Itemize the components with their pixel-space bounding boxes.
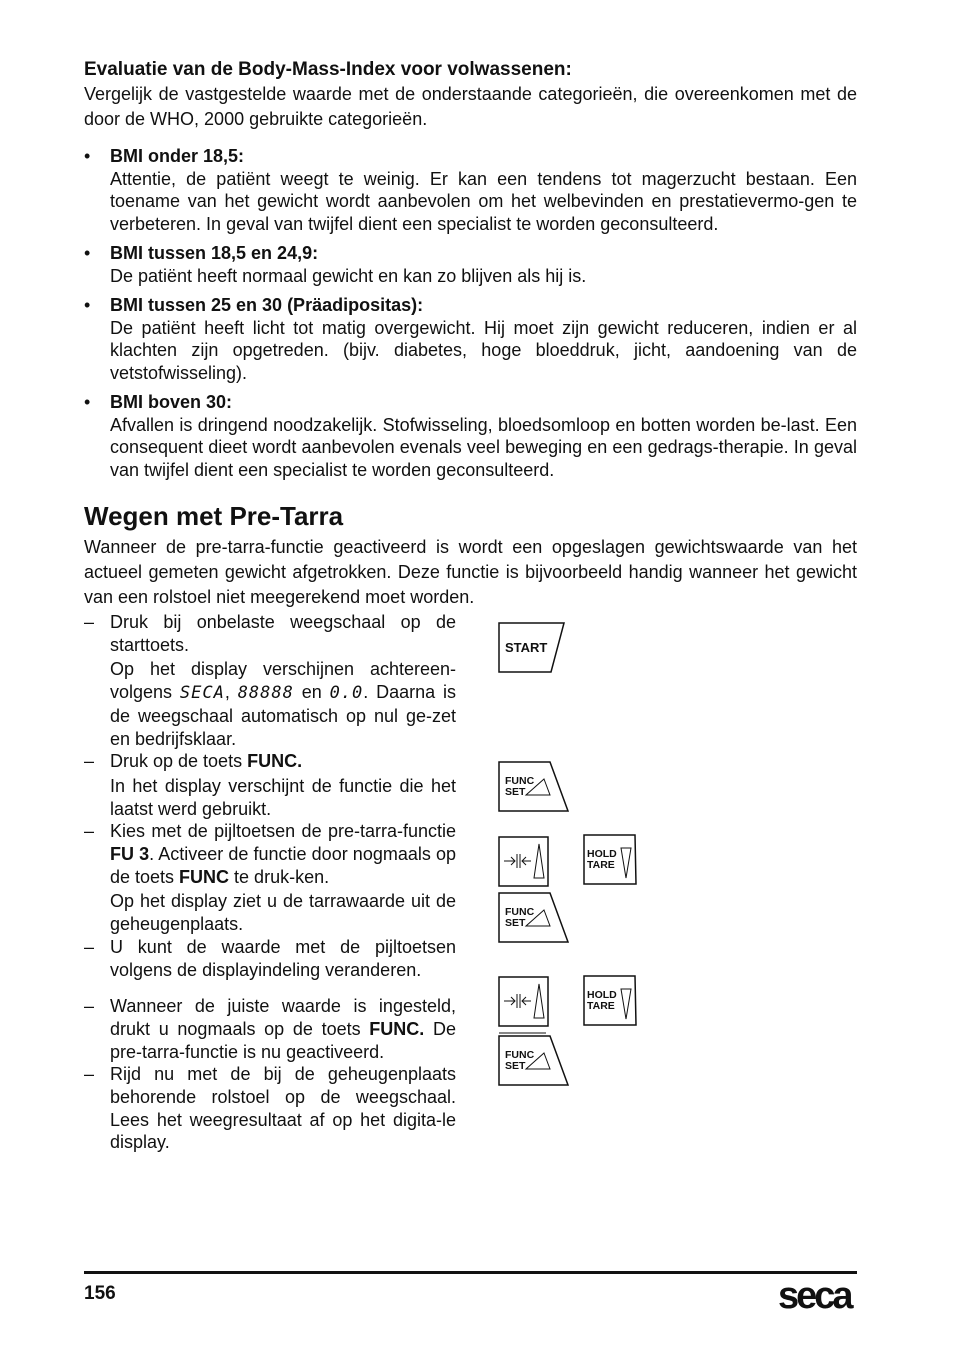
svg-text:seca: seca <box>778 1278 851 1314</box>
hold-tare-key <box>583 975 639 1027</box>
step-2: – Druk op de toets FUNC. In het display verschijnt de functie die het laatst werd gebruikt. <box>84 751 456 819</box>
svg-text:TARE: TARE <box>587 859 615 871</box>
pretarra-heading: Wegen met Pre-Tarra <box>84 501 344 531</box>
svg-text:FUNC: FUNC <box>505 906 535 918</box>
bmi-category-title: BMI onder 18,5: <box>110 146 245 166</box>
step-4: – U kunt de waarde met de pijltoetsen volgens de displayindeling veranderen. <box>84 936 456 980</box>
bmi-category-text: Afvallen is dringend noodzakelijk. Stofwisseling, bloedsomloop en botten worden be-last. Een consequent dieet wordt aanbevolen evenals veel beweging en een gedrags-therapie. In geval van twijfel dient een specialist te worden geconsulteerd. <box>110 414 857 480</box>
bmi-heading: Evaluatie van de Body-Mass-Index voor volwassenen: <box>84 59 572 80</box>
bmi-categories <box>84 145 857 481</box>
pretarra-steps <box>84 611 456 1154</box>
display-zero: 0.0 <box>329 683 364 704</box>
step-6: – Rijd nu met de bij de geheugenplaats behorende rolstoel op de weegschaal. Lees het weegresultaat af op het digita-le display. <box>84 1064 456 1153</box>
bmi-category-under: • BMI onder 18,5: Attentie, de patiënt weegt te weinig. Er kan een tendens tot magerzucht bestaan. Een toename van het gewicht wordt aanbevolen om het welbevinden en prestatievermo-gen te verbeteren. In geval van twijfel dient een specialist te worden geconsulteerd. <box>84 146 857 234</box>
seca-logo <box>778 1278 858 1314</box>
bmi-intro: Vergelijk de vastgestelde waarde met de onderstaande categorieën, die overeenkomen met de door de WHO, 2000 gebruikte categorieën. <box>84 84 857 129</box>
func-set-key <box>498 761 570 813</box>
start-key <box>498 622 566 674</box>
bmi-category-title: BMI boven 30: <box>110 392 233 412</box>
bmi-category-title: BMI tussen 18,5 en 24,9: <box>110 243 319 263</box>
svg-text:HOLD: HOLD <box>587 848 617 860</box>
arrow-key <box>498 976 550 1028</box>
arrow-key <box>498 836 550 888</box>
start-key-label: START <box>505 640 548 655</box>
display-seca: SECA <box>179 683 225 704</box>
bmi-category-text: Attentie, de patiënt weegt te weinig. Er kan een tendens tot magerzucht bestaan. Een toename van het gewicht wordt aanbevolen om het welbevinden en prestatievermo-gen te verbeteren. In geval van twijfel dient een specialist te worden geconsulteerd. <box>110 168 857 234</box>
step-3: – Kies met de pijltoetsen de pre-tarra-functie FU 3. Activeer de functie door nogmaals op de toets FUNC te druk-ken. Op het display ziet u de tarrawaarde uit de geheugenplaats. <box>84 821 456 935</box>
hold-tare-key <box>583 834 639 886</box>
svg-text:FUNC: FUNC <box>505 1049 535 1061</box>
page-content <box>84 58 857 610</box>
bmi-category-obese: • BMI boven 30: Afvallen is dringend noodzakelijk. Stofwisseling, bloedsomloop en botten worden be-last. Een consequent dieet wordt aanbevolen evenals veel beweging en een gedrags-therapie. In geval van twijfel dient een specialist te worden geconsulteerd. <box>84 392 857 480</box>
bmi-category-text: De patiënt heeft normaal gewicht en kan zo blijven als hij is. <box>110 265 587 286</box>
display-88888: 88888 <box>237 683 294 704</box>
svg-text:SET: SET <box>505 786 526 798</box>
svg-text:TARE: TARE <box>587 1000 615 1012</box>
page-number: 156 <box>84 1283 116 1304</box>
svg-text:FUNC: FUNC <box>505 775 535 787</box>
pretarra-intro: Wanneer de pre-tarra-functie geactiveerd is wordt een opgeslagen gewichtswaarde van het actueel gemeten gewicht afgetrokken. Deze functie is bijvoorbeeld handig wanneer het gewicht van een rolstoel niet meegerekend moet worden. <box>84 537 857 607</box>
step-5: – Wanneer de juiste waarde is ingesteld, drukt u nogmaals op de toets FUNC. De pre-tarra-functie is nu geactiveerd. <box>84 996 456 1062</box>
svg-text:HOLD: HOLD <box>587 989 617 1001</box>
bmi-category-text: De patiënt heeft licht tot matig overgewicht. Hij moet zijn gewicht reduceren, indien er al klachten zijn opgetreden. (bijv. diabetes, hoge bloeddruk, jicht, aandoening van de vetstofwisseling). <box>110 317 857 383</box>
svg-text:SET: SET <box>505 1060 526 1072</box>
func-set-key <box>498 1032 570 1088</box>
bmi-category-overweight: • BMI tussen 25 en 30 (Präadipositas): De patiënt heeft licht tot matig overgewicht. Hij moet zijn gewicht reduceren, indien er al klachten zijn opgetreden. (bijv. diabetes, hoge bloeddruk, jicht, aandoening van de vetstofwisseling). <box>84 295 857 383</box>
bmi-category-normal: • BMI tussen 18,5 en 24,9: De patiënt heeft normaal gewicht en kan zo blijven als hij is. <box>84 242 857 287</box>
bmi-category-title: BMI tussen 25 en 30 (Präadipositas): <box>110 295 424 315</box>
svg-text:SET: SET <box>505 917 526 929</box>
func-set-key <box>498 892 570 944</box>
footer-divider <box>84 1271 857 1274</box>
step-1: – Druk bij onbelaste weegschaal op de starttoets. Op het display verschijnen achtereen-volgens SECA, 88888 en 0.0. Daarna is de weegschaal automatisch op nul ge-zet en bedrijfsklaar. <box>84 612 457 749</box>
